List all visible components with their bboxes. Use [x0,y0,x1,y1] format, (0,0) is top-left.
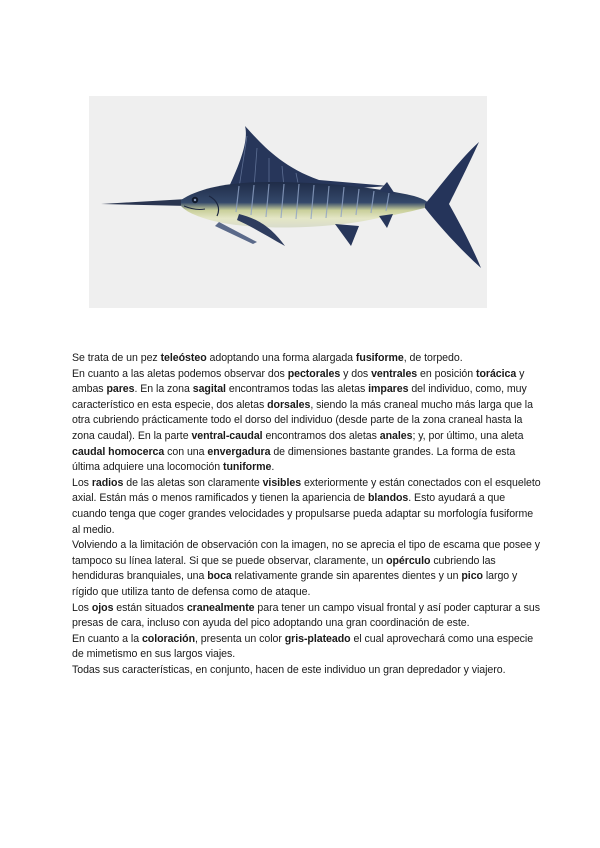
paragraph [72,632,542,663]
text-run: del individuo, como, muy característico en esta especie, dos aletas [72,383,527,411]
paragraph [72,476,542,538]
bold-term: coloración [141,632,196,645]
text-run: de dimensiones bastante grandes. La forma de esta última adquiere una locomoción [72,445,516,474]
bold-term: boca [207,570,232,583]
body-text [72,351,542,678]
bold-term: gris-plateado [284,632,351,645]
bold-term: sagital [192,383,226,396]
bold-term: pares [106,383,135,396]
bold-term: caudal homocerca [72,445,165,458]
text-run: , de torpedo. [403,352,463,364]
paragraph [72,351,542,367]
bold-term: blandos [368,492,409,505]
text-run: En cuanto a las aletas podemos observar dos [72,367,288,380]
bold-term: ventral-caudal [191,429,263,442]
bold-term: fusiforme [355,352,404,364]
text-run: largo y rígido que utiliza tanto de defensa como de ataque. [72,570,518,598]
text-run: en posición [417,367,476,380]
marlin-illustration [89,96,487,308]
paragraph [72,663,542,679]
paragraph [72,538,542,600]
text-run: Se trata de un pez [72,352,161,364]
text-run: el cual aprovechará como una especie de mimetismo en sus largos viajes. [72,632,534,661]
text-run: con una [164,445,208,458]
text-run: Los [72,476,92,489]
text-run: adoptando una forma alargada [206,352,356,364]
paragraph [72,367,542,476]
text-run: de las aletas son claramente [123,476,263,489]
text-run: encontramos todas las aletas [225,383,369,396]
text-run: . [271,461,275,474]
text-run: exteriormente y están conectados con el esqueleto axial. Están más o menos ramificados y tienen la apariencia de [72,476,541,505]
text-run: , presenta un color [195,632,285,645]
text-run: están situados [113,601,187,614]
text-run: cubriendo las hendiduras branquiales, una [72,554,496,583]
text-run: , siendo la más craneal mucho más larga que la otra cubriendo prácticamente todo el dorso del individuo (desde parte de la zona craneal hasta la zona caudal). En la parte [72,398,533,442]
text-run: relativamente grande sin aparentes dientes y un [231,570,462,583]
bold-term: torácica [475,367,517,380]
bold-term: teleósteo [160,352,207,364]
text-run: . Esto ayudará a que cuando tenga que coger grandes velocidades y propulsarse pueda adaptar su morfología fusiforme al medio. [72,492,534,536]
bold-term: tuniforme [222,461,272,474]
text-run: para tener un campo visual frontal y así poder capturar a sus presas de cara, incluso con ayuda del pico adoptando una gran coordinación de este. [72,601,540,630]
text-run: Los [72,601,92,614]
text-run: Volviendo a la limitación de observación con la imagen, no se aprecia el tipo de escama que posee y tampoco su línea lateral. Si que se puede observar, claramente, un [72,539,540,567]
text-run: ; y, por último, una aleta [412,429,524,442]
marlin-figure [89,96,487,308]
bold-term: opérculo [386,554,431,567]
text-run: encontramos dos aletas [262,429,380,442]
bold-term: anales [379,429,413,442]
bold-term: pico [461,570,483,583]
bold-term: ojos [91,601,114,614]
bold-term: impares [368,383,409,396]
text-run: . En la zona [134,383,193,396]
paragraph [72,601,542,632]
text-run: y dos [340,367,372,380]
text-run: En cuanto a la [72,632,142,645]
bold-term: envergadura [207,445,271,458]
bold-term: pectorales [287,367,341,380]
text-run: Todas sus características, en conjunto, hacen de este individuo un gran depredador y viajero. [72,663,506,676]
bold-term: radios [91,476,124,489]
bold-term: cranealmente [186,601,255,614]
bold-term: visibles [262,476,302,489]
bold-term: dorsales [267,398,311,411]
bold-term: ventrales [371,367,418,380]
text-run: y ambas [72,367,525,396]
